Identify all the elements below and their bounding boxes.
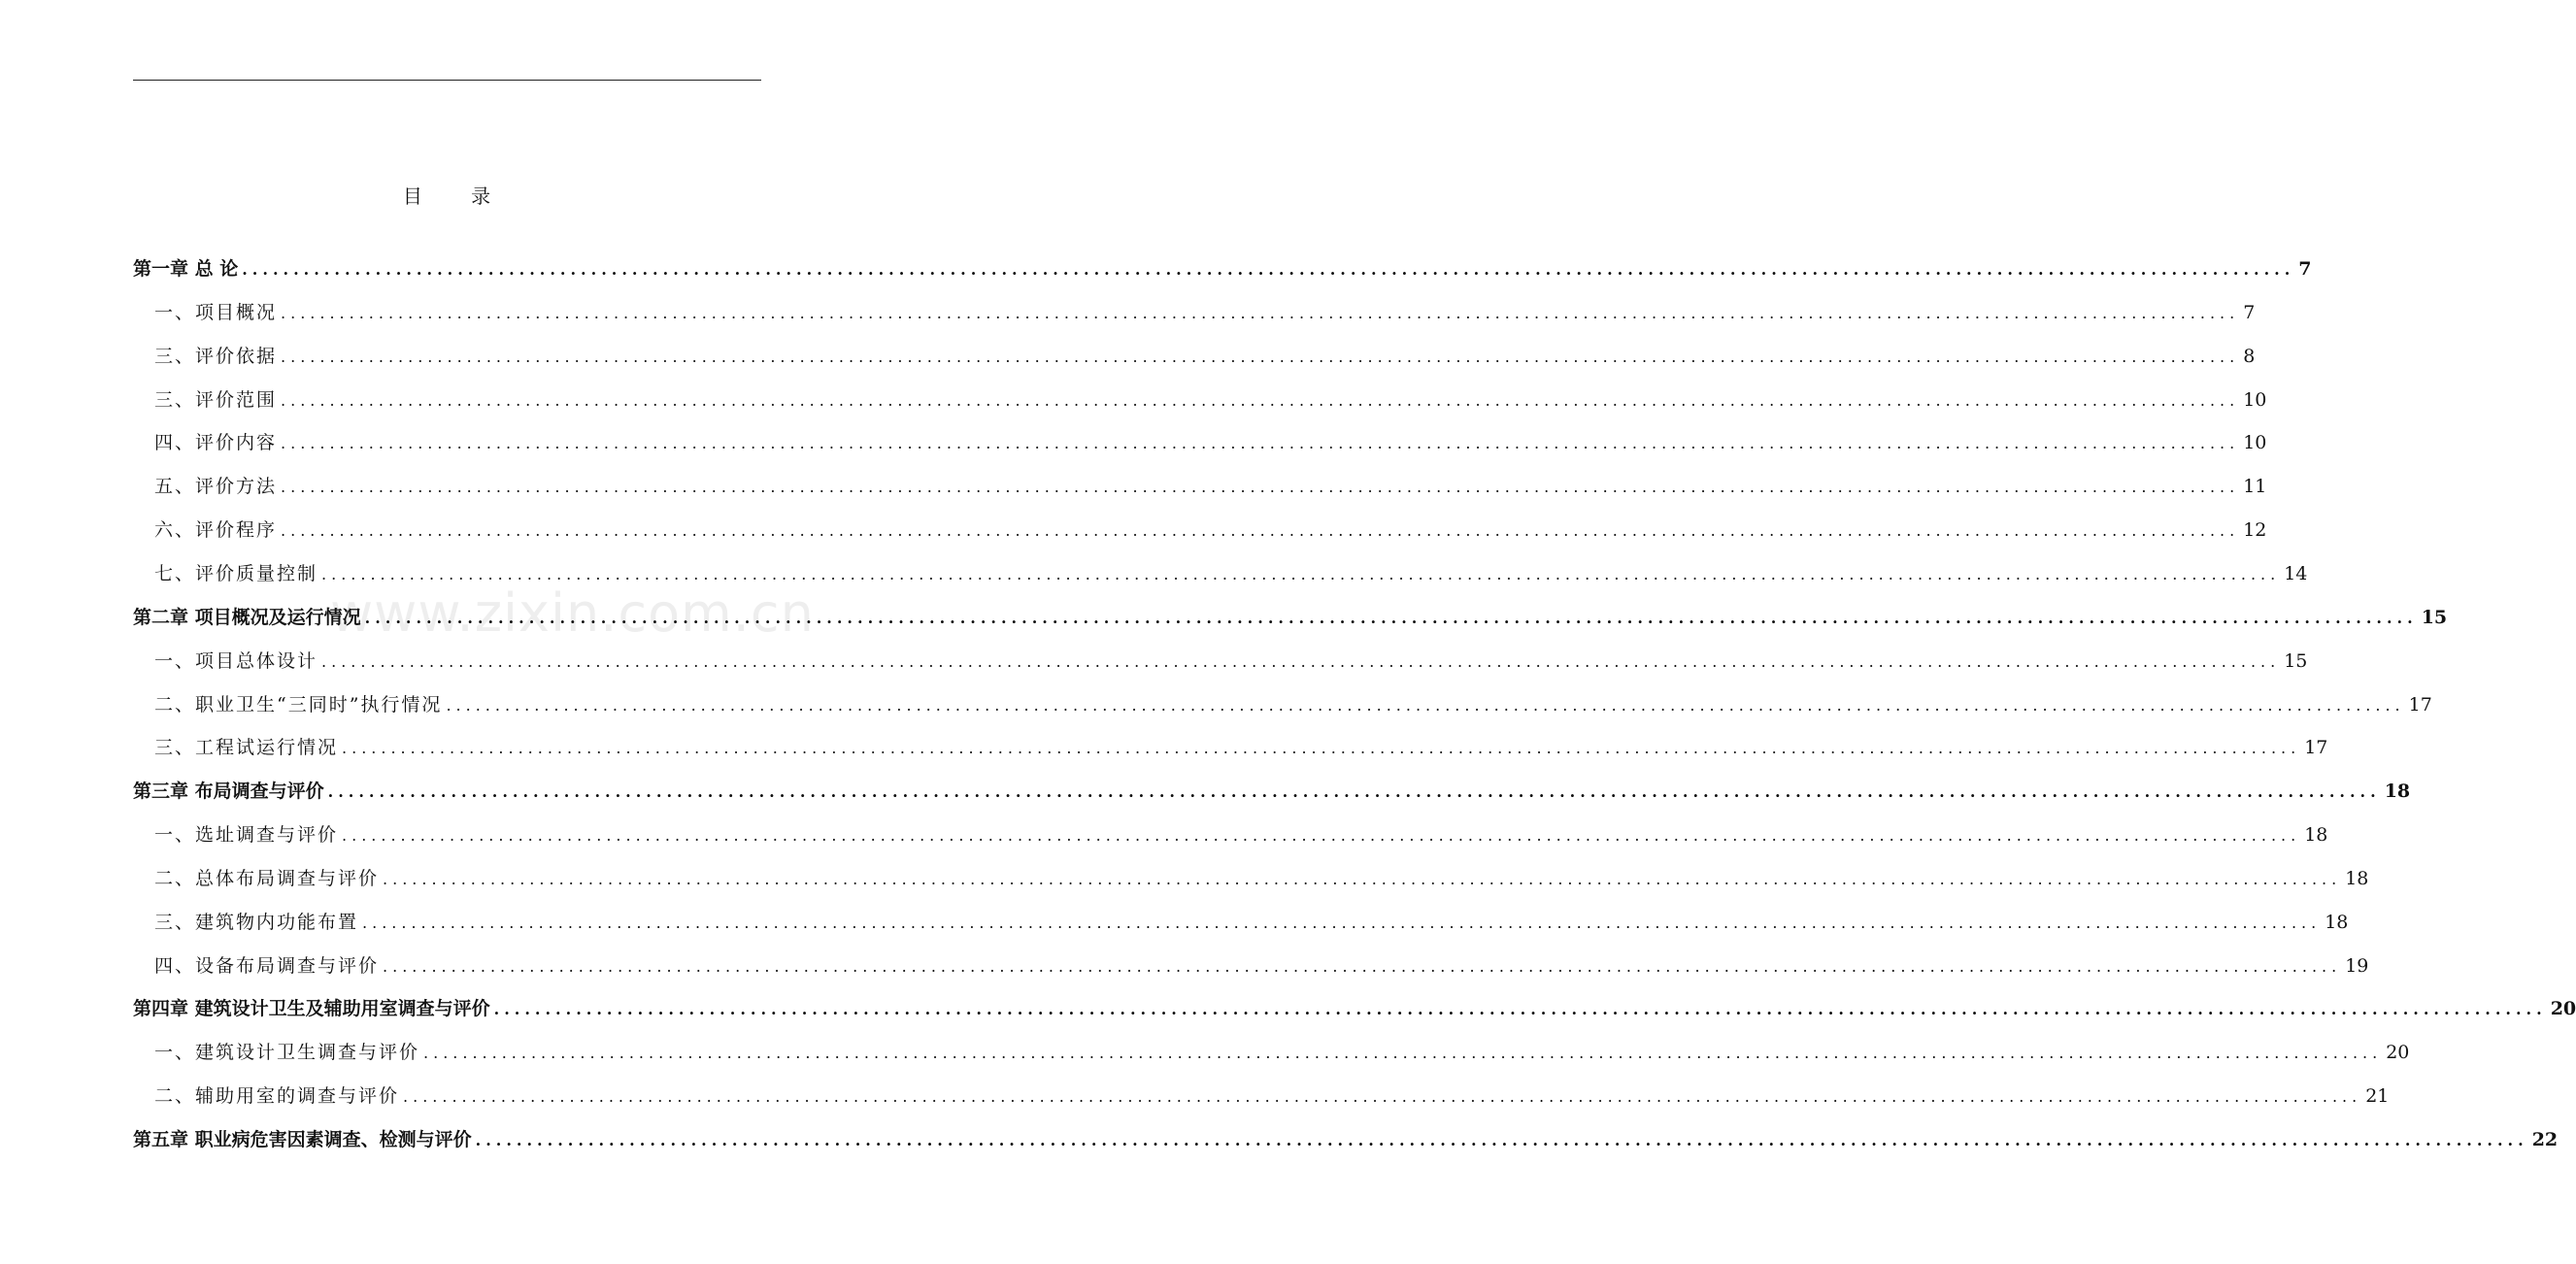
dot-leader: ........................................................................................................................................................................................................ — [281, 478, 2240, 496]
toc-page-number: 8 — [2243, 346, 2256, 367]
page-title: 目 录 — [402, 184, 513, 208]
dot-leader: ........................................................................................................................................................................................................ — [281, 521, 2240, 540]
toc-entry-label: 一、选址调查与评价 — [154, 824, 339, 846]
toc-entry-label: 二、辅助用室的调查与评价 — [154, 1085, 400, 1107]
toc-page-number: 17 — [2304, 737, 2328, 758]
toc-entry-label: 第二章 项目概况及运行情况 — [133, 607, 361, 628]
toc-page-number: 15 — [2421, 607, 2448, 628]
dot-leader: ........................................................................................................................................................................................................ — [383, 957, 2342, 976]
watermark: www.zixin.com.cn — [330, 582, 815, 644]
toc-page-number: 18 — [2384, 781, 2411, 802]
toc-section-entry[interactable] — [133, 559, 2308, 585]
toc-section-entry[interactable] — [133, 385, 2267, 412]
toc-section-entry[interactable] — [133, 647, 2308, 673]
toc-entry-label: 第三章 布局调查与评价 — [133, 781, 324, 802]
dot-leader: ........................................................................................................................................................................................................ — [321, 565, 2281, 583]
toc-entry-label: 四、评价内容 — [154, 432, 278, 453]
toc-section-entry[interactable] — [133, 820, 2328, 847]
toc-section-entry[interactable] — [133, 1081, 2390, 1108]
dot-leader: ........................................................................................................................................................................................................ — [342, 826, 2301, 845]
dot-leader: ........................................................................................................................................................................................................ — [475, 1131, 2528, 1149]
toc-section-entry[interactable] — [133, 472, 2267, 498]
toc-entry-label: 一、项目总体设计 — [154, 650, 318, 672]
toc-page-number: 7 — [2298, 258, 2312, 280]
dot-leader: ........................................................................................................................................................................................................ — [362, 914, 2322, 932]
dot-leader: ........................................................................................................................................................................................................ — [242, 260, 2295, 279]
toc-page-number: 20 — [2550, 998, 2576, 1019]
toc-page-number: 15 — [2284, 650, 2308, 672]
toc-page-number: 18 — [2345, 868, 2369, 889]
toc-entry-label: 四、设备布局调查与评价 — [154, 955, 380, 977]
toc-page-number: 7 — [2243, 302, 2256, 323]
toc-chapter-entry[interactable] — [133, 777, 2411, 803]
dot-leader: ........................................................................................................................................................................................................ — [446, 696, 2405, 715]
toc-entry-label: 三、工程试运行情况 — [154, 737, 339, 758]
toc-page-number: 20 — [2386, 1042, 2410, 1063]
dot-leader: ........................................................................................................................................................................................................ — [281, 348, 2240, 366]
toc-section-entry[interactable] — [133, 1038, 2410, 1064]
toc-section-entry[interactable] — [133, 908, 2349, 934]
dot-leader: ........................................................................................................................................................................................................ — [423, 1044, 2383, 1062]
dot-leader: ........................................................................................................................................................................................................ — [364, 609, 2418, 627]
toc-section-entry[interactable] — [133, 951, 2369, 978]
dot-leader: ........................................................................................................................................................................................................ — [342, 739, 2301, 757]
toc-entry-label: 第四章 建筑设计卫生及辅助用室调查与评价 — [133, 998, 490, 1019]
toc-chapter-entry[interactable] — [133, 994, 2576, 1020]
toc-page-number: 17 — [2408, 694, 2432, 715]
toc-page-number: 18 — [2325, 912, 2349, 933]
toc-page-number: 12 — [2243, 519, 2267, 541]
dot-leader: ........................................................................................................................................................................................................ — [281, 304, 2240, 322]
toc-page-number: 14 — [2284, 563, 2308, 584]
toc-page-number: 11 — [2243, 476, 2267, 497]
toc-entry-label: 二、总体布局调查与评价 — [154, 868, 380, 889]
toc-section-entry[interactable] — [133, 342, 2256, 368]
toc-entry-label: 三、评价依据 — [154, 346, 278, 367]
toc-entry-label: 五、评价方法 — [154, 476, 278, 497]
toc-section-entry[interactable] — [133, 864, 2369, 890]
toc-page-number: 21 — [2365, 1085, 2390, 1107]
toc-entry-label: 一、建筑设计卫生调查与评价 — [154, 1042, 420, 1063]
toc-page-number: 18 — [2304, 824, 2328, 846]
toc-entry-label: 第五章 职业病危害因素调查、检测与评价 — [133, 1129, 472, 1150]
toc-page-number: 10 — [2243, 389, 2267, 411]
toc-section-entry[interactable] — [133, 733, 2328, 759]
dot-leader: ........................................................................................................................................................................................................ — [403, 1087, 2362, 1106]
toc-entry-label: 六、评价程序 — [154, 519, 278, 541]
dot-leader: ........................................................................................................................................................................................................ — [493, 1000, 2547, 1018]
toc-entry-label: 第一章 总 论 — [133, 258, 239, 280]
dot-leader: ........................................................................................................................................................................................................ — [281, 391, 2240, 410]
dot-leader: ........................................................................................................................................................................................................ — [281, 434, 2240, 452]
toc-section-entry[interactable] — [133, 298, 2256, 324]
toc-entry-label: 七、评价质量控制 — [154, 563, 318, 584]
toc-page-number: 10 — [2243, 432, 2267, 453]
toc-section-entry[interactable] — [133, 516, 2267, 542]
toc-entry-label: 一、项目概况 — [154, 302, 278, 323]
toc-section-entry[interactable] — [133, 428, 2267, 454]
dot-leader: ........................................................................................................................................................................................................ — [321, 652, 2281, 671]
toc-page-number: 22 — [2531, 1129, 2559, 1150]
dot-leader: ........................................................................................................................................................................................................ — [383, 870, 2342, 888]
dot-leader: ........................................................................................................................................................................................................ — [327, 782, 2381, 801]
toc-section-entry[interactable] — [133, 690, 2432, 716]
toc-entry-label: 三、评价范围 — [154, 389, 278, 411]
toc-chapter-entry[interactable] — [133, 254, 2312, 281]
toc-chapter-entry[interactable] — [133, 603, 2448, 629]
toc-entry-label: 三、建筑物内功能布置 — [154, 912, 359, 933]
toc-page-number: 19 — [2345, 955, 2369, 977]
toc-entry-label: 二、职业卫生“三同时”执行情况 — [154, 694, 443, 715]
toc-chapter-entry[interactable] — [133, 1125, 2559, 1151]
